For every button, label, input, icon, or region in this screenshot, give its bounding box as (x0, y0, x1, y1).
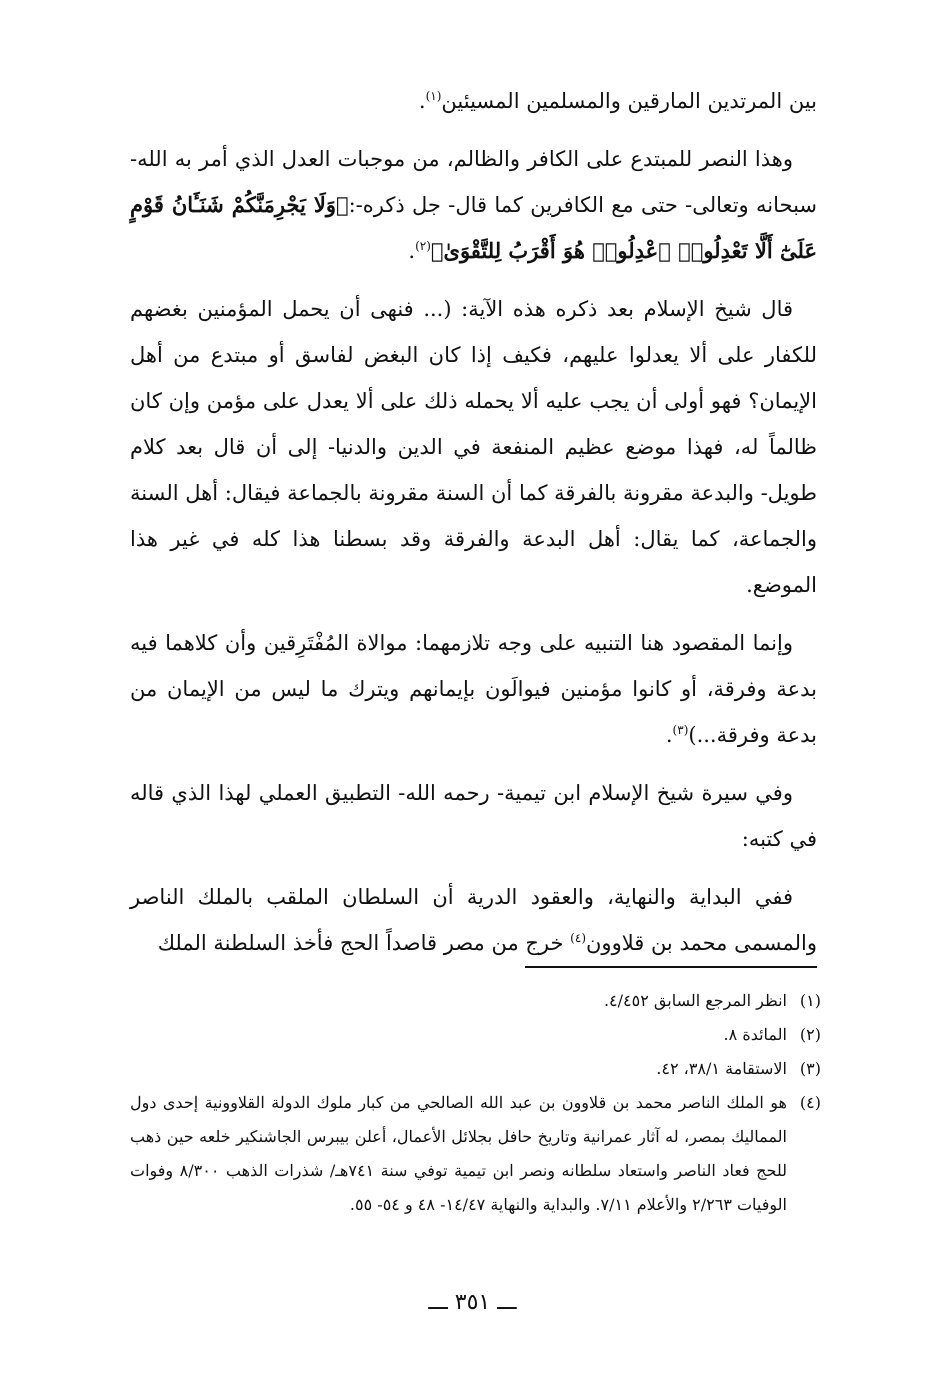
footnote-text: هو الملك الناصر محمد بن قلاوون بن عبد الله الصالحي من كبار ملوك الدولة القلاوونية إحدى دول المماليك بمصر، له آثار عمرانية وتاريخ حافل بجلائل الأعمال، أعلن بيبرس الجاشنكير خلعه حين ذهب للحج فعاد الناصر واستعاد سلطانه ونصر ابن تيمية توفي سنة ٧٤١هـ/ شذرات الذهب ٨/٣٠٠ وفوات الوفيات ٢/٢٦٣ والأعلام ٧/١١. والبداية والنهاية ١٤/٤٧- ٤٨ و ٥٤- ٥٥. (130, 1093, 788, 1214)
paragraph-4-end: . (665, 723, 673, 747)
footnote-number: (٣) (799, 1059, 821, 1078)
paragraph-1 (130, 78, 817, 124)
paragraph-2 (130, 136, 817, 274)
footnotes (130, 984, 821, 1222)
footnote-1 (130, 984, 821, 1018)
paragraph-4-text: وإنما المقصود هنا التنبيه على وجه تلازمهما: موالاة المُفْتَرِقين وأن كلاهما فيه بدعة وفرقة، أو كانوا مؤمنين فيوالَون بإيمانهم ويترك ما ليس من الإيمان من بدعة وفرقة...) (130, 631, 817, 747)
footnote-ref-2: (٢) (415, 239, 431, 253)
paragraph-6 (130, 874, 817, 966)
footnote-text: انظر المرجع السابق ٤/٤٥٢. (603, 991, 787, 1010)
footnote-ref-1: (١) (425, 89, 442, 103)
footnote-text: الاستقامة ٣٨/١، ٤٢. (656, 1059, 787, 1078)
paragraph-2-end: . (408, 239, 416, 263)
footnote-2 (130, 1018, 821, 1052)
paragraph-6-text: ففي البداية والنهاية، والعقود الدرية أن السلطان الملقب بالملك الناصر والمسمى محمد بن قلاوون (130, 885, 817, 955)
footnote-4 (130, 1086, 821, 1222)
footnote-number: (٢) (799, 1025, 821, 1044)
paragraph-2-text: وهذا النصر للمبتدع على الكافر والظالم، من موجبات العدل الذي أمر به الله- سبحانه وتعالى- حتى مع الكافرين كما قال- جل ذكره-: (130, 147, 817, 217)
paragraph-6-end: خرج من مصر قاصداً الحج فأخذ السلطنة الملك (157, 931, 571, 955)
footnote-3 (130, 1052, 821, 1086)
paragraph-4 (130, 620, 817, 758)
main-text (130, 78, 817, 978)
paragraph-5-text: وفي سيرة شيخ الإسلام ابن تيمية- رحمه الله- التطبيق العملي لهذا الذي قاله في كتبه: (130, 781, 817, 851)
paragraph-1-end: . (418, 89, 426, 113)
paragraph-3-text: قال شيخ الإسلام بعد ذكره هذه الآية: (... فنهى أن يحمل المؤمنين بغضهم للكفار على ألا يعدلوا عليهم، فكيف إذا كان البغض لفاسق أو مبتدع من أهل الإيمان؟ فهو أولى أن يجب عليه ألا يحمله ذلك على ألا يعدل على مؤمن وإن كان ظالماً له، فهذا موضع عظيم المنفعة في الدين والدنيا- إلى أن قال بعد كلام طويل- والبدعة مقرونة بالفرقة كما أن السنة مقرونة بالجماعة فيقال: أهل السنة والجماعة، كما يقال: أهل البدعة والفرقة وقد بسطنا هذا كله في غير هذا الموضع. (130, 297, 817, 597)
paragraph-5 (130, 770, 817, 862)
footnote-text: المائدة ٨. (723, 1025, 787, 1044)
footnote-number: (٤) (799, 1093, 821, 1112)
footnote-separator (525, 966, 817, 968)
footnote-ref-3: (٣) (672, 723, 689, 737)
footnote-number: (١) (799, 991, 821, 1010)
page-number: ـــ ٣٥١ ـــ (428, 1290, 517, 1315)
paragraph-3 (130, 286, 817, 608)
quran-verse: ﴿وَلَا يَجْرِمَنَّكُمْ شَنَـَٔانُ قَوْمٍ عَلَىٰٓ أَلَّا تَعْدِلُوا۟ ٱعْدِلُوا۟ هُوَ أَقْرَبُ لِلتَّقْوَىٰ﴾ (130, 192, 817, 263)
footnote-ref-4: (٤) (570, 931, 586, 945)
paragraph-1-text: بين المرتدين المارقين والمسلمين المسيئين (441, 89, 817, 113)
